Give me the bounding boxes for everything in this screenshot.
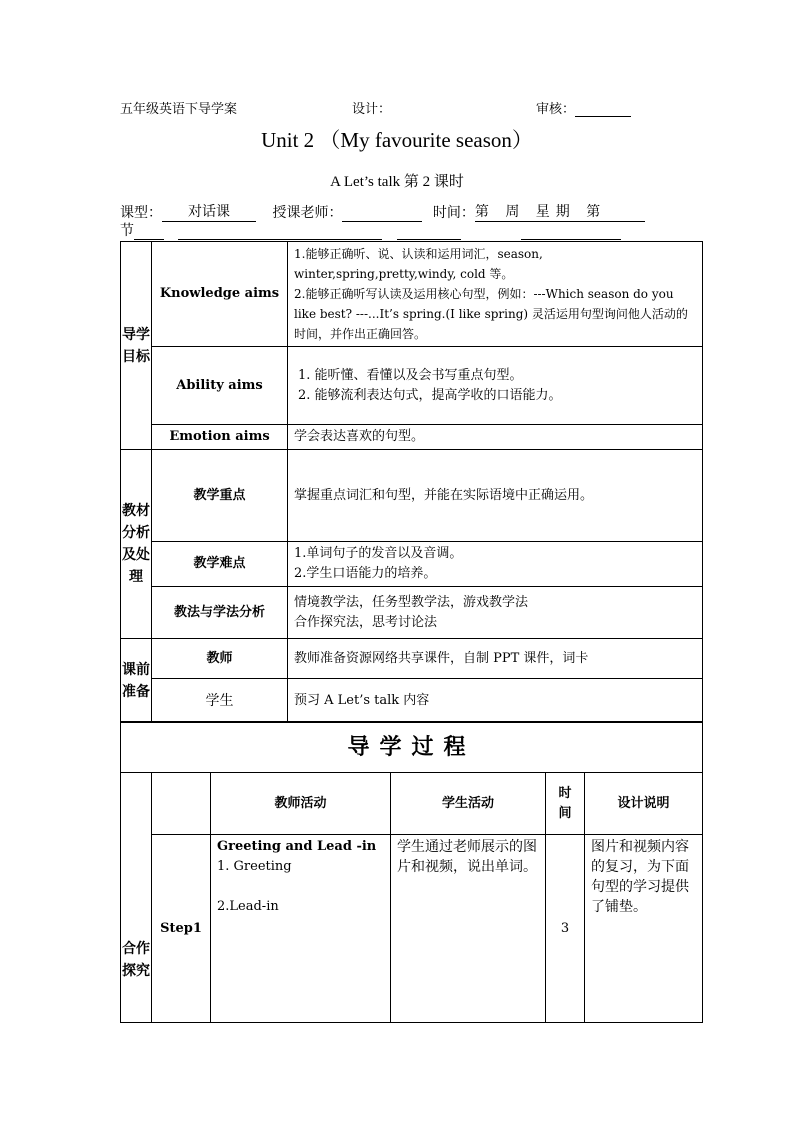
review-label: 审核： [536, 102, 576, 117]
prep-student-label: 学生 [152, 679, 288, 723]
key-row [121, 450, 703, 542]
analysis-group-label: 教材分析及处理 [121, 450, 152, 639]
emotion-row [121, 425, 703, 450]
emotion-label: Emotion aims [152, 425, 288, 450]
blank-header-cell [152, 773, 211, 835]
prep-student-text: 预习 A Let’s talk 内容 [288, 679, 703, 723]
plan-table [120, 241, 703, 723]
week-text: 第 周 星期 第 [475, 201, 645, 222]
section-text: 节 [120, 223, 134, 239]
method-label: 教法与学法分析 [152, 587, 288, 639]
teacher-activity [211, 835, 391, 1023]
step1-row [121, 835, 703, 1023]
blank-4 [521, 223, 621, 240]
process-heading: 导学过程 [121, 722, 703, 773]
process-group-label: 合作探究 [121, 773, 152, 1023]
type-label: 课型： [120, 205, 162, 221]
blank-3 [397, 223, 461, 240]
info-line-2 [120, 220, 621, 240]
knowledge-label: Knowledge aims [152, 242, 288, 347]
student-activity: 学生通过老师展示的图片和视频，说出单词。 [391, 835, 546, 1023]
teacher-label: 授课老师： [272, 205, 343, 221]
design-label: 设计： [352, 102, 392, 117]
blank-2 [178, 223, 382, 240]
col-teacher-activity: 教师活动 [211, 773, 391, 835]
review-field [536, 98, 631, 117]
review-blank [575, 102, 631, 117]
knowledge-text-1: 1.能够正确听、说、认读和运用词汇，season, winter,spring,pretty,windy, cold 等。 [294, 247, 543, 281]
type-value: 对话课 [162, 201, 256, 222]
ability-text-1: 1. 能听懂、看懂以及会书写重点句型。 [298, 367, 523, 383]
key-text: 掌握重点词汇和句型，并能在实际语境中正确运用。 [288, 450, 703, 542]
key-label: 教学重点 [152, 450, 288, 542]
difficult-text-2: 2.学生口语能力的培养。 [294, 566, 437, 581]
prep-teacher-row [121, 639, 703, 679]
knowledge-text-2: 2.能够正确听写认读及运用核心句型，例如：---Which season do you like best? ---...It’s spring.(I like spring) 灵活运用句型询问他人活动的时间，并作出正确回答。 [294, 287, 688, 341]
prep-teacher-text: 教师准备资源网络共享课件，自制 PPT 课件，词卡 [288, 639, 703, 679]
method-text-1: 情境教学法，任务型教学法，游戏教学法 [294, 594, 529, 610]
col-student-activity: 学生活动 [391, 773, 546, 835]
page-subtitle: A Let’s talk 第 2 课时 [330, 174, 464, 190]
process-heading-row [121, 722, 703, 773]
method-row [121, 587, 703, 639]
prep-group-label: 课前准备 [121, 639, 152, 723]
doc-name: 五年级英语下导学案 [120, 102, 238, 117]
method-text [288, 587, 703, 639]
ability-row [121, 347, 703, 425]
page-title: Unit 2 （My favourite season） [261, 128, 533, 152]
design-note: 图片和视频内容的复习，为下面句型的学习提供了铺垫。 [585, 835, 703, 1023]
knowledge-row [121, 242, 703, 347]
ability-label: Ability aims [152, 347, 288, 425]
difficult-row [121, 542, 703, 587]
col-time: 时间 [546, 773, 585, 835]
difficult-text [288, 542, 703, 587]
process-table [120, 721, 703, 1023]
difficult-text-1: 1.单词句子的发音以及音调。 [294, 546, 463, 561]
teacher-activity-title: Greeting and Lead -in [217, 839, 377, 854]
knowledge-text [288, 242, 703, 347]
teacher-activity-item-2: 2.Lead-in [217, 899, 279, 914]
blank-1 [134, 223, 164, 240]
emotion-text: 学会表达喜欢的句型。 [288, 425, 703, 450]
info-line [120, 201, 645, 222]
aims-group-label: 导学目标 [121, 242, 152, 450]
difficult-label: 教学难点 [152, 542, 288, 587]
prep-student-row [121, 679, 703, 723]
method-text-2: 合作探究法，思考讨论法 [294, 614, 438, 630]
time-label: 时间： [432, 205, 475, 221]
step-label: Step1 [152, 835, 211, 1023]
prep-teacher-label: 教师 [152, 639, 288, 679]
ability-text-2: 2. 能够流利表达句式，提高学收的口语能力。 [298, 387, 562, 403]
process-header-row [121, 773, 703, 835]
col-design: 设计说明 [585, 773, 703, 835]
time-value: 3 [546, 835, 585, 1023]
ability-text [288, 347, 703, 425]
teacher-activity-item-1: 1. Greeting [217, 859, 292, 874]
